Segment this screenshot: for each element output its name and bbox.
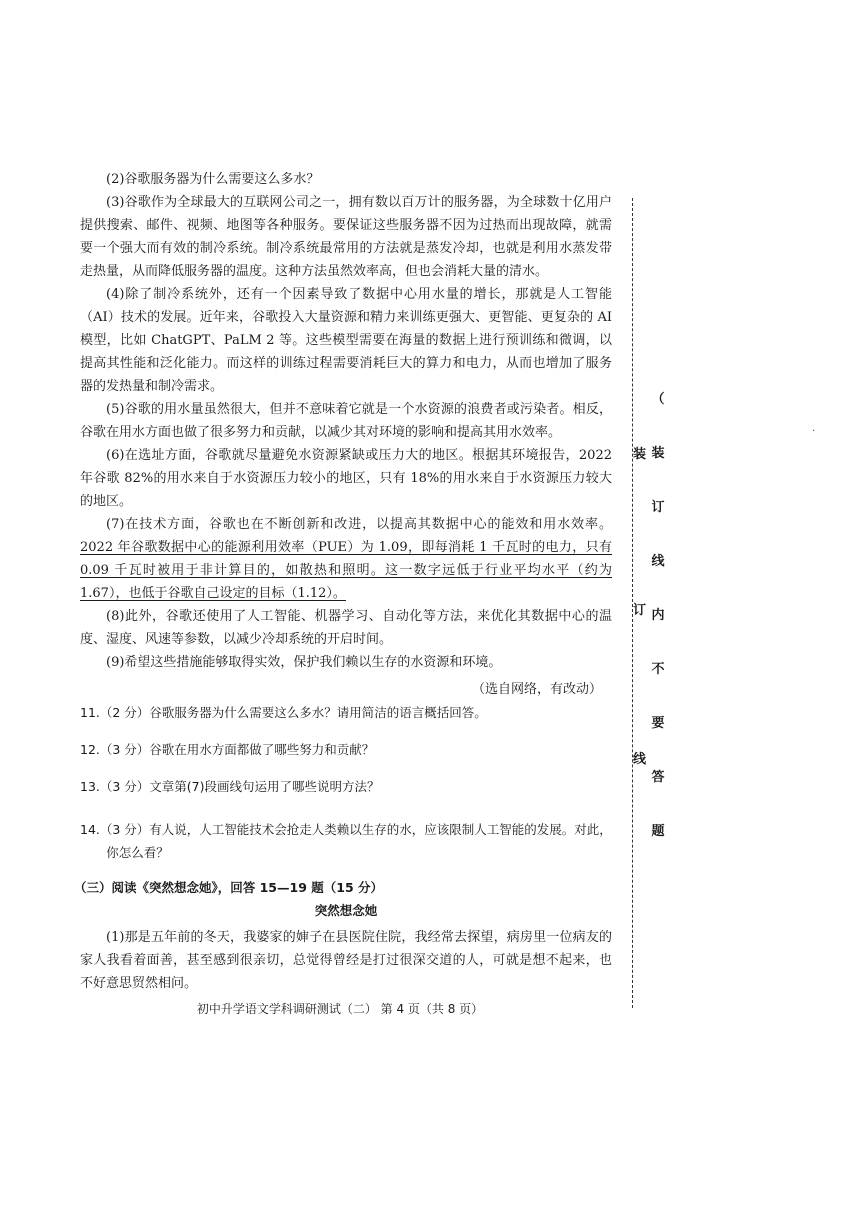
binding-mark-zhuang: 装 [633,447,647,462]
underlined-sentence: 2022 年谷歌数据中心的能源利用效率（PUE）为 1.09，即每消耗 1 千瓦时的电力，只有 0.09 千瓦时被用于非计算目的，如散热和照明。这一数字远低于行业平均水平（约为 1.67），也低于谷歌自己设定的目标（1.12）。 [80,540,612,601]
binding-char: 装 [651,446,665,461]
article-paragraph-6: (6)在选址方面，谷歌就尽量避免水资源紧缺或压力大的地区。根据其环境报告，2022 年谷歌 82%的用水来自于水资源压力较小的地区，只有 18%的用水来自于水资源压力较大的地区。 [80,448,612,509]
page-footer: 初中升学语文学科调研测试（二） 第 4 页（共 8 页） [196,1002,484,1016]
article-paragraph-4: (4)除了制冷系统外，还有一个因素导致了数据中心用水量的增长，那就是人工智能（AI）技术的发展。近年来，谷歌投入大量资源和精力来训练更强大、更智能、更复杂的 AI 模型，比如 ChatGPT、PaLM 2 等。这些模型需要在海量的数据上进行预训练和微调，以提高其性能和泛化能力。而这样的训练过程需要消耗巨大的算力和电力，从而也增加了服务器的发热量和制冷需求。 [80,287,612,394]
article-paragraph-3: (3)谷歌作为全球最大的互联网公司之一，拥有数以百万计的服务器，为全球数十亿用户提供搜索、邮件、视频、地图等各种服务。要保证这些服务器不因为过热而出现故障，就需要一个强大而有效的制冷系统。制冷系统最常用的方法就是蒸发冷却，也就是利用水蒸发带走热量，从而降低服务器的温度。这种方法虽然效率高，但也会消耗大量的清水。 [80,195,612,279]
binding-char: 答 [651,770,665,785]
binding-char: 线 [651,554,665,569]
binding-mark-ding: 订 [633,603,647,618]
page-content [74,168,612,995]
question-11: 11.（2 分）谷歌服务器为什么需要这么多水？请用简洁的语言概括回答。 [80,705,487,720]
article-paragraph-8: (8)此外，谷歌还使用了人工智能、机器学习、自动化等方法，来优化其数据中心的温度、湿度、风速等参数，以减少冷却系统的开启时间。 [80,609,612,647]
binding-char: 要 [651,716,665,731]
article-paragraph-7 [80,513,612,605]
binding-char: 订 [651,500,665,515]
binding-char: 内 [651,608,665,623]
question-14: 14.（3 分）有人说，人工智能技术会抢走人类赖以生存的水，应该限制人工智能的发展。对此，你怎么看？ [80,822,612,860]
binding-char: （ [651,392,665,407]
article-source: （选自网络，有改动） [471,682,602,697]
scan-speck: · [812,426,816,437]
question-12: 12.（3 分）谷歌在用水方面都做了哪些努力和贡献？ [80,742,375,757]
paragraph-7-lead: (7)在技术方面，谷歌也在不断创新和改进，以提高其数据中心的能效和用水效率。 [106,517,612,532]
article-paragraph-5: (5)谷歌的用水量虽然很大，但并不意味着它就是一个水资源的浪费者或污染者。相反，谷歌在用水方面也做了很多努力和贡献，以减少其对环境的影响和提高其用水效率。 [80,402,612,440]
binding-warning [648,388,668,874]
question-13: 13.（3 分）文章第(7)段画线句运用了哪些说明方法？ [80,779,380,794]
section-3-heading: （三）阅读《突然想念她》，回答 15—19 题（15 分） [74,880,383,895]
article-paragraph-9: (9)希望这些措施能够取得实效，保护我们赖以生存的水资源和环境。 [106,655,502,670]
story-paragraph-1: (1)那是五年前的冬天，我婆家的婶子在县医院住院，我经常去探望，病房里一位病友的家人我看着面善，甚至感到很亲切，总觉得曾经是打过很深交道的人，可就是想不起来，也不好意思贸然相问。 [80,930,612,991]
story-title: 突然想念她 [314,903,378,918]
binding-char: 不 [651,662,665,677]
article-paragraph-2: (2)谷歌服务器为什么需要这么多水？ [106,172,320,187]
binding-mark-xian: 线 [633,752,647,767]
binding-char: 题 [651,824,665,839]
